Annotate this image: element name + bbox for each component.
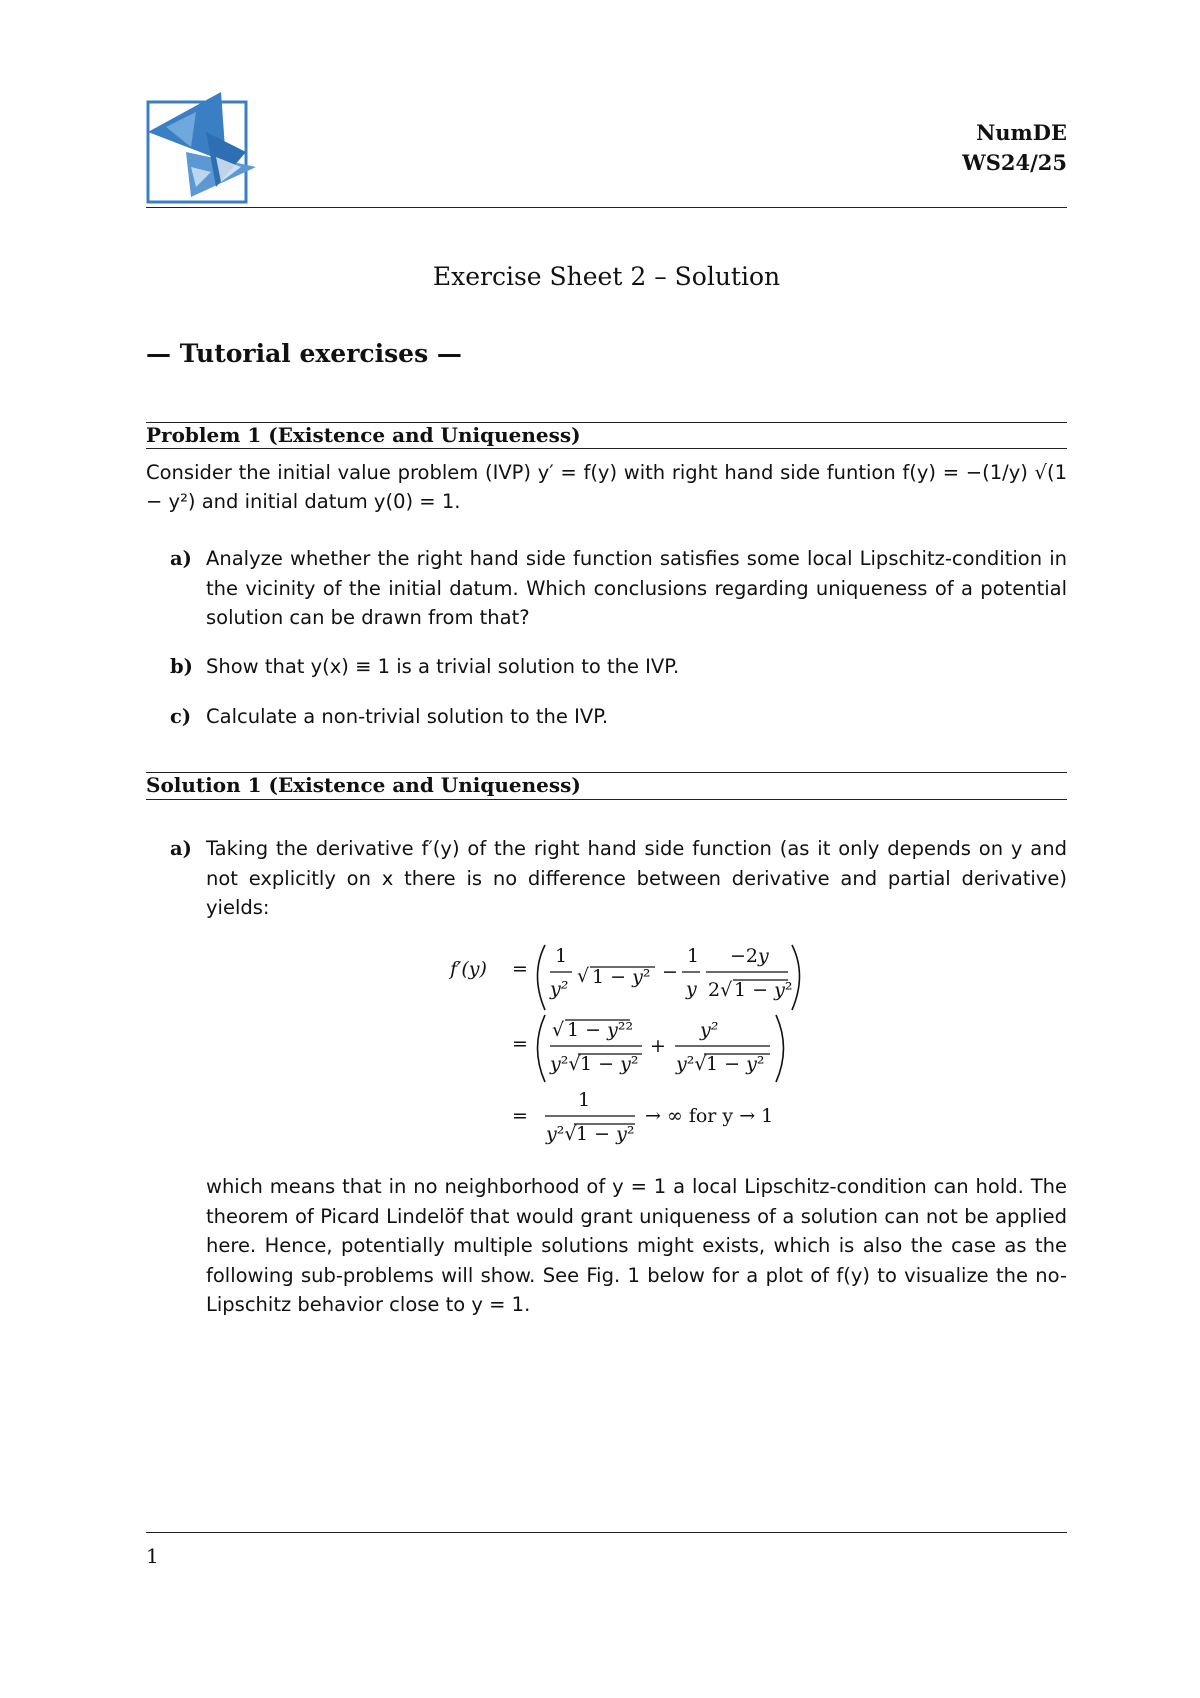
solution-conclusion (170, 1172, 1067, 1320)
svg-text:−2y: −2y (730, 945, 769, 967)
item-label: c) (170, 705, 192, 728)
svg-text:y: y (686, 978, 697, 1000)
page-title: Exercise Sheet 2 – Solution (432, 262, 781, 291)
section-heading: — Tutorial exercises — (146, 339, 462, 368)
problem-item-c (170, 702, 1067, 732)
svg-text:√: √ (552, 1019, 565, 1041)
problem-heading: Problem 1 (Existence and Uniqueness) (146, 423, 581, 447)
svg-text:1 − y²: 1 − y² (576, 1123, 635, 1145)
svg-text:y²: y² (550, 978, 569, 1000)
svg-text:1 − y²²: 1 − y²² (567, 1019, 634, 1041)
solution-item-a (170, 834, 1067, 923)
svg-text:y²: y² (700, 1019, 719, 1041)
institute-logo (146, 92, 266, 206)
svg-text:1 − y²: 1 − y² (580, 1053, 639, 1075)
item-text: Show that y(x) ≡ 1 is a trivial solution to the IVP. (206, 655, 680, 678)
semester: WS24/25 (962, 150, 1067, 175)
svg-text:y²√: y²√ (550, 1053, 581, 1075)
footer-rule (146, 1532, 1067, 1533)
course-name: NumDE (976, 120, 1067, 145)
svg-text:√: √ (577, 965, 590, 987)
svg-text:y²√: y²√ (676, 1053, 707, 1075)
svg-text:=: = (512, 958, 528, 980)
svg-text:1: 1 (687, 945, 700, 967)
svg-text:1 − y²: 1 − y² (706, 1053, 765, 1075)
header-rule (146, 207, 1067, 208)
solution-after: which means that in no neighborhood of y = 1 a local Lipschitz-condition can hold. The theorem of Picard Lindelöf that would grant uniqueness of a solution can not be applied here. Hence, potentially multiple solutions might exists, which is also the case as the following sub-problems will show. See Fig. 1 below for a plot of f(y) to visualize the no-Lipschitz behavior close to y = 1. (206, 1175, 1067, 1316)
svg-text:1 − y²: 1 − y² (592, 966, 651, 988)
item-label: b) (170, 655, 193, 678)
svg-text:f′(y): f′(y) (450, 958, 487, 980)
equation-tail: → ∞ for y → 1 (645, 1105, 774, 1127)
solution-intro: Taking the derivative f′(y) of the right hand side function (as it only depends on y and not explicitly on x there is no difference between derivative and partial derivative) yields: (206, 837, 1067, 919)
problem-intro: Consider the initial value problem (IVP) y′ = f(y) with right hand side funtion f(y) = −(1/y) √(1 − y²) and initial datum y(0) = 1. (146, 461, 1067, 513)
item-label: a) (170, 837, 192, 860)
header-right (962, 118, 1067, 178)
svg-text:+: + (650, 1035, 666, 1057)
svg-text:2√: 2√ (708, 979, 733, 1001)
derivative-equation (430, 940, 880, 1160)
svg-text:1 − y²: 1 − y² (734, 979, 793, 1001)
item-text: Analyze whether the right hand side function satisfies some local Lipschitz-condition in the vicinity of the initial datum. Which conclusions regarding uniqueness of a potential solution can be drawn from that? (206, 547, 1067, 629)
solution-rule-bottom (146, 799, 1067, 800)
svg-text:1: 1 (578, 1089, 591, 1111)
svg-text:y²√: y²√ (546, 1123, 577, 1145)
svg-text:1: 1 (555, 945, 568, 967)
item-label: a) (170, 547, 192, 570)
item-text: Calculate a non-trivial solution to the IVP. (206, 705, 609, 728)
svg-text:=: = (512, 1105, 528, 1127)
svg-text:=: = (512, 1033, 528, 1055)
problem-rule-bottom (146, 448, 1067, 449)
problem-item-b (170, 652, 1067, 682)
page-number: 1 (146, 1544, 159, 1568)
problem-item-a (170, 544, 1067, 633)
svg-text:−: − (662, 961, 678, 983)
solution-heading: Solution 1 (Existence and Uniqueness) (146, 773, 581, 797)
